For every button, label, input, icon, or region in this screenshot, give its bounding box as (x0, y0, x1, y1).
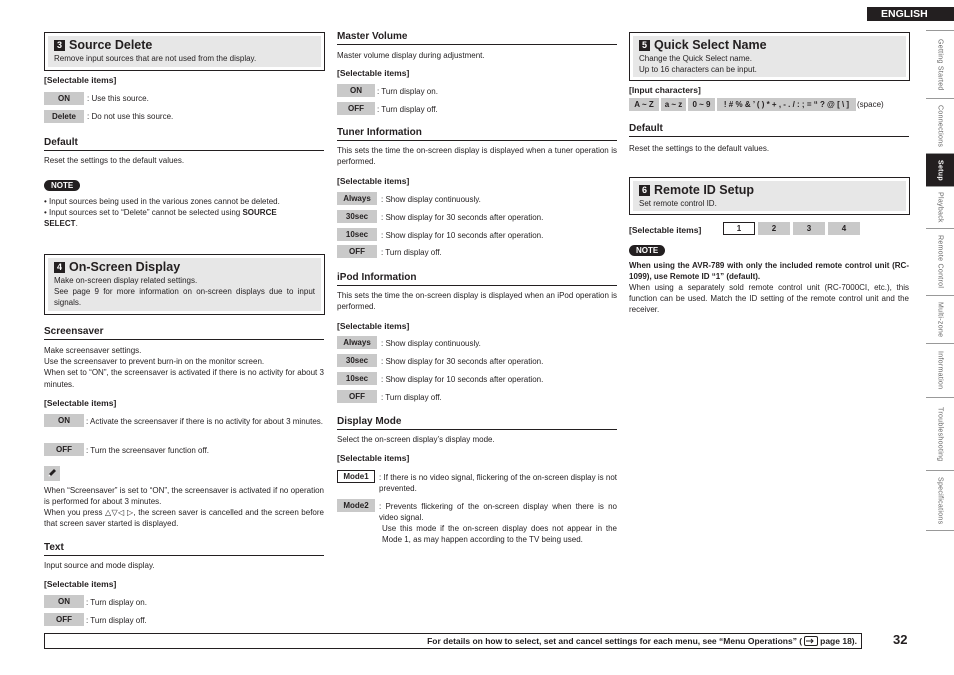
text-description: Input source and mode display. (44, 561, 155, 570)
section-title-text: Remote ID Setup (654, 183, 755, 197)
side-tab-playback[interactable] (926, 187, 954, 229)
screensaver-line: Make screensaver settings. (44, 346, 142, 355)
char-range-lowercase: a ~ z (661, 98, 686, 111)
display-mode-text: Select the on-screen display’s display mode. (337, 435, 495, 444)
option-description: : Do not use this source. (87, 112, 174, 121)
note-text-part: • Input sources set to “Delete” cannot be selected using (44, 208, 243, 217)
side-tab-label: Multi-zone (936, 301, 944, 338)
side-tab-information[interactable] (926, 344, 954, 398)
side-tab-label: Setup (936, 159, 944, 181)
option-description: : Turn display on. (377, 87, 438, 96)
section-title-text: Source Delete (69, 38, 153, 52)
char-range-uppercase: A ~ Z (629, 98, 659, 111)
screensaver-text (44, 345, 324, 390)
side-tab-label: Connections (936, 104, 944, 148)
side-tab-setup[interactable] (926, 154, 954, 187)
note-text-part: . (75, 219, 78, 229)
char-range-symbols: ! # % & ’ ( ) * + , - . / : ; = “ ? @ [ \ ] (717, 98, 856, 111)
section-description: Make on-screen display related settings. (54, 276, 198, 285)
side-tab-label: Information (936, 351, 944, 390)
memo-pencil-icon (44, 466, 60, 481)
screensaver-line: Use the screensaver to prevent burn-in on the monitor screen. (44, 357, 265, 367)
master-volume-on-button[interactable]: ON (337, 84, 375, 97)
tuner-info-text: This sets the time the on-screen display is displayed when a tuner operation is performed. (337, 146, 617, 167)
side-tab-getting-started[interactable] (926, 30, 954, 99)
option-description: : Turn display off. (381, 248, 442, 257)
side-tab-label: Getting Started (936, 38, 944, 91)
remote-id-2-button[interactable]: 2 (758, 222, 790, 235)
side-tab-label: Specifications (936, 476, 944, 525)
option-delete-button[interactable]: Delete (44, 110, 84, 123)
side-tab-label: Playback (936, 192, 944, 223)
char-range-digits: 0 ~ 9 (688, 98, 715, 111)
page-number: 32 (893, 632, 908, 647)
option-description: : Show display for 30 seconds after operation. (381, 213, 544, 222)
option-description: : Show display continuously. (381, 339, 481, 348)
screensaver-line: When set to “ON”, the screensaver is activated if there is no activity for about 3 minutes. (44, 368, 324, 389)
option-description: : Prevents flickering of the on-screen display when there is no video signal. (379, 502, 617, 523)
option-description: : Activate the screensaver if there is no activity for about 3 minutes. (86, 417, 324, 426)
option-description: : Show display for 10 seconds after operation. (381, 231, 544, 240)
section-description: Change the Quick Select name. (639, 54, 752, 63)
memo-text-1: When “Screensaver” is set to “ON”, the screensaver is activated if no operation is performed for about 3 minutes. (44, 486, 324, 507)
selectable-items-label: [Selectable items] (44, 75, 117, 85)
selectable-items-label: [Selectable items] (44, 579, 117, 589)
option-description: : Turn display on. (86, 598, 147, 607)
source-delete-box (44, 32, 325, 71)
display-mode-heading: Display Mode (337, 416, 617, 430)
mode1-button[interactable]: Mode1 (337, 470, 375, 483)
side-tab-label: Troubleshooting (936, 406, 944, 462)
ipod-30sec-button[interactable]: 30sec (337, 354, 377, 367)
ipod-info-text: This sets the time the on-screen display is displayed when an iPod operation is performed. (337, 291, 617, 312)
master-volume-off-button[interactable]: OFF (337, 102, 375, 115)
section-title-text: Quick Select Name (654, 38, 767, 52)
option-description: : If there is no video signal, flickering of the on-screen display is not prevented. (379, 473, 617, 494)
option-description: : Use this source. (87, 94, 149, 103)
section-title (54, 38, 315, 53)
side-tab-multi-zone[interactable] (926, 296, 954, 344)
footer-reference (44, 633, 862, 649)
side-tab-label: Remote Control (936, 235, 944, 289)
note-text-1: • Input sources being used in the various zones cannot be deleted. (44, 197, 280, 206)
option-description: : Show display for 10 seconds after operation. (381, 375, 544, 384)
option-description: : Turn display off. (377, 105, 438, 114)
section-description-2: See page 9 for more information on on-screen displays due to input signals. (54, 287, 315, 307)
tuner-always-button[interactable]: Always (337, 192, 377, 205)
default-heading: Default (44, 137, 324, 151)
selectable-items-label: [Selectable items] (337, 321, 410, 331)
screensaver-heading: Screensaver (44, 326, 324, 340)
note-text: When using a separately sold remote control unit (RC-7000CI, etc.), this function can be used. Match the ID setting of the remote control unit and the receiver. (629, 283, 909, 315)
input-characters-label: [Input characters] (629, 85, 701, 95)
screensaver-on-button[interactable]: ON (44, 414, 84, 427)
text-on-button[interactable]: ON (44, 595, 84, 608)
default-text: Reset the settings to the default values. (44, 156, 185, 165)
ipod-info-heading: iPod Information (337, 272, 617, 286)
master-volume-heading: Master Volume (337, 31, 617, 45)
note-text-2 (44, 207, 324, 229)
section-number: 4 (54, 262, 65, 273)
section-title (639, 38, 900, 53)
remote-id-box (629, 177, 910, 215)
selectable-items-label: [Selectable items] (337, 68, 410, 78)
ipod-10sec-button[interactable]: 10sec (337, 372, 377, 385)
footer-page-link[interactable]: page 18). (820, 636, 857, 646)
note-badge: NOTE (629, 245, 665, 256)
selectable-items-label: [Selectable items] (44, 398, 117, 408)
tuner-30sec-button[interactable]: 30sec (337, 210, 377, 223)
section-title (639, 183, 900, 198)
note-bold-text: When using the AVR-789 with only the included remote control unit (RC-1099), use Remote ID “1” (default). (629, 261, 909, 282)
default-text: Reset the settings to the default values. (629, 144, 770, 153)
section-title (54, 260, 315, 275)
section-number: 6 (639, 185, 650, 196)
option-description: : Show display continuously. (381, 195, 481, 204)
section-description-2: Up to 16 characters can be input. (639, 65, 757, 74)
source-key-label: SOURCE (242, 208, 277, 217)
screensaver-off-button[interactable]: OFF (44, 443, 84, 456)
side-tab-connections[interactable] (926, 99, 954, 154)
mode2-button[interactable]: Mode2 (337, 499, 375, 512)
quick-select-box (629, 32, 910, 81)
select-key-label: SELECT (44, 219, 76, 229)
option-on-button[interactable]: ON (44, 92, 84, 105)
section-description: Set remote control ID. (639, 199, 717, 208)
footer-text: For details on how to select, set and cancel settings for each menu, see “Menu Operations” ( (427, 636, 803, 646)
section-number: 5 (639, 40, 650, 51)
tuner-off-button[interactable]: OFF (337, 245, 377, 258)
remote-id-4-button[interactable]: 4 (828, 222, 860, 235)
remote-id-1-button[interactable]: 1 (723, 222, 755, 235)
memo-text-2: When you press △▽◁ ▷, the screen saver is cancelled and the screen before that screen saver started is displayed. (44, 508, 324, 529)
ipod-off-button[interactable]: OFF (337, 390, 377, 403)
char-space-label: (space) (857, 100, 884, 109)
text-heading: Text (44, 542, 324, 556)
section-number: 3 (54, 40, 65, 51)
option-description: : Turn display off. (86, 616, 147, 625)
side-tab-remote-control[interactable] (926, 229, 954, 296)
default-heading: Default (629, 123, 909, 137)
language-tab: ENGLISH (867, 7, 954, 21)
selectable-items-label: [Selectable items] (629, 225, 702, 235)
ipod-always-button[interactable]: Always (337, 336, 377, 349)
tuner-info-heading: Tuner Information (337, 127, 617, 141)
selectable-items-label: [Selectable items] (337, 176, 410, 186)
section-title-text: On-Screen Display (69, 260, 181, 274)
hand-pointer-icon (804, 636, 818, 646)
option-description: : Turn display off. (381, 393, 442, 402)
on-screen-display-box (44, 254, 325, 315)
option-description: : Turn the screensaver function off. (86, 446, 210, 455)
note-badge: NOTE (44, 180, 80, 191)
option-description: : Show display for 30 seconds after operation. (381, 357, 544, 366)
remote-id-3-button[interactable]: 3 (793, 222, 825, 235)
option-description-2: Use this mode if the on-screen display does not appear in the Mode 1, as may happen according to the TV being used. (382, 524, 617, 545)
master-volume-text: Master volume display during adjustment. (337, 51, 485, 60)
text-off-button[interactable]: OFF (44, 613, 84, 626)
tuner-10sec-button[interactable]: 10sec (337, 228, 377, 241)
section-description: Remove input sources that are not used from the display. (54, 54, 257, 63)
selectable-items-label: [Selectable items] (337, 453, 410, 463)
side-tab-specifications[interactable] (926, 471, 954, 531)
side-tab-troubleshooting[interactable] (926, 398, 954, 471)
